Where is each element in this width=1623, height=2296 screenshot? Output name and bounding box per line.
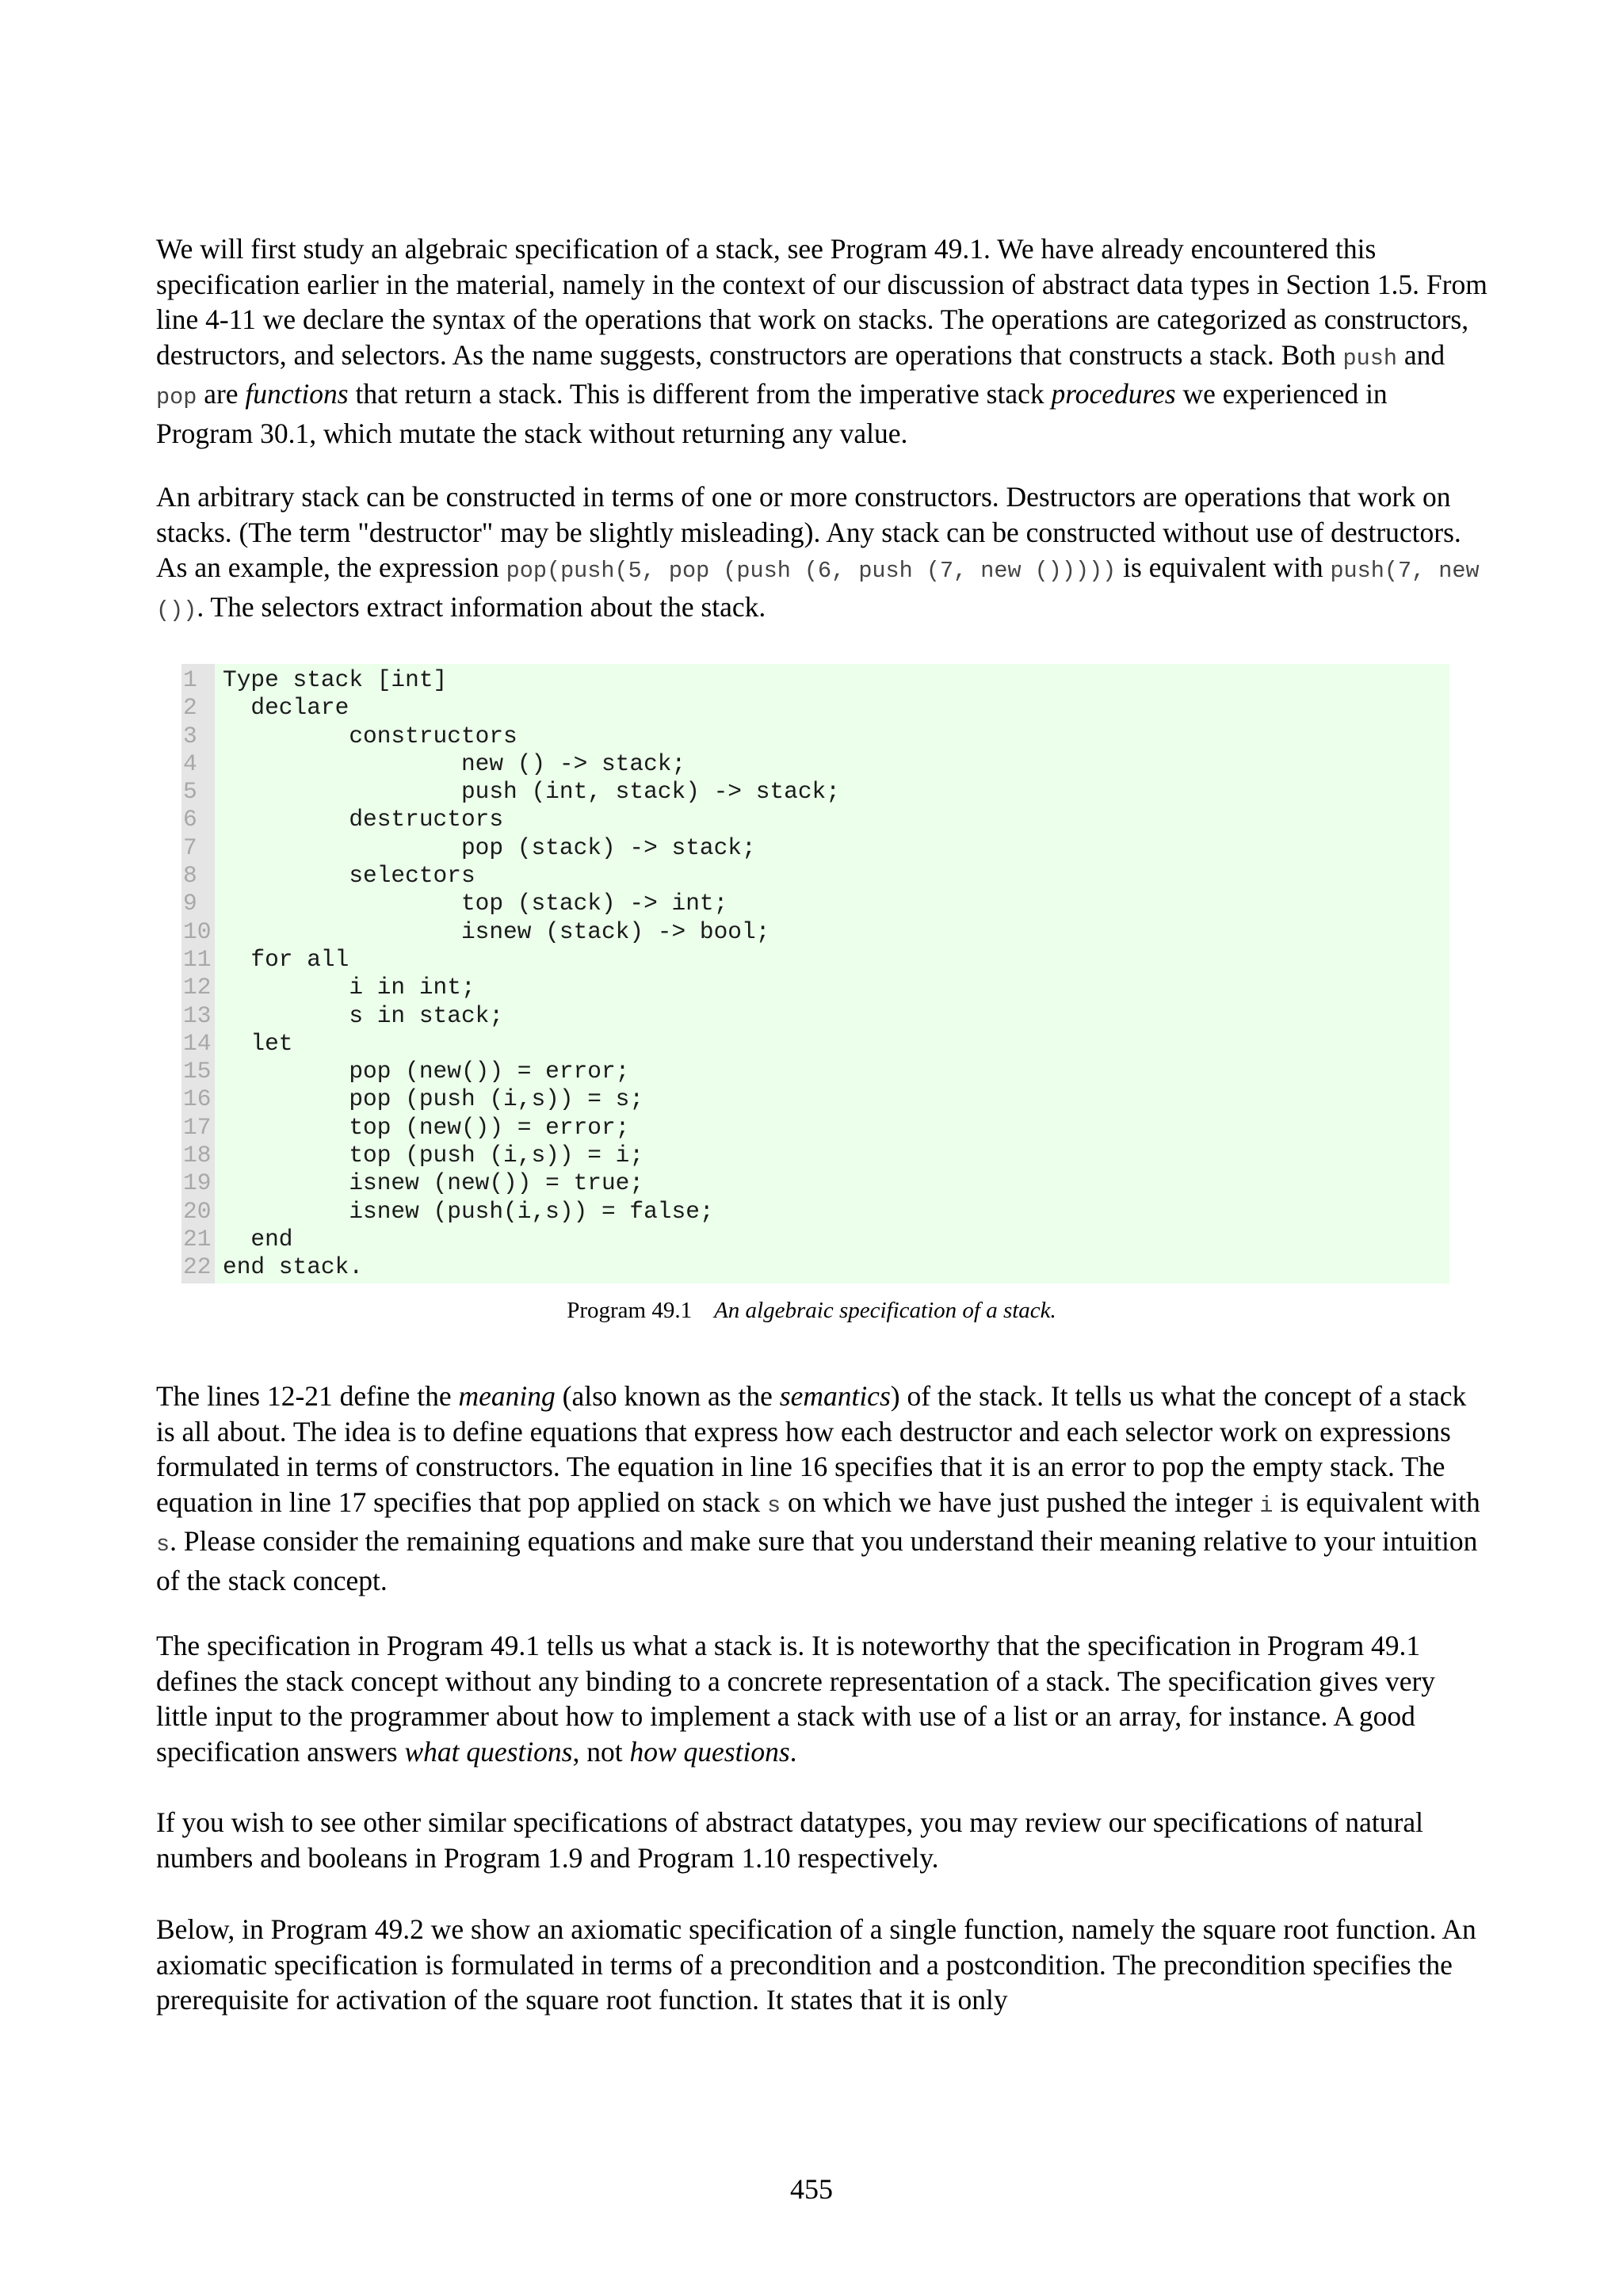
line-number: 10	[183, 917, 212, 945]
line-number: 18	[183, 1142, 212, 1169]
code-line: pop (stack) -> stack;	[223, 833, 756, 861]
line-number: 3	[183, 722, 197, 749]
line-number: 8	[183, 862, 197, 890]
line-number: 2	[183, 694, 197, 722]
line-number: 19	[183, 1169, 212, 1197]
line-number: 17	[183, 1113, 212, 1141]
line-number: 21	[183, 1225, 212, 1253]
paragraph-axiomatic-spec: Below, in Program 49.2 we show an axiomatic specification of a single function, namely the square root function. An axiomatic specification is formulated in terms of a precondition and a postcondition. The precondition specifies the prerequisite for activation of the square root function. It states that it is only	[156, 1913, 1476, 2016]
line-number: 9	[183, 890, 197, 917]
caption-label: Program 49.1	[567, 1298, 693, 1323]
paragraph-stack-spec-intro: We will first study an algebraic specification of a stack, see Program 49.1. We have already encountered this specification earlier in the material, namely in the context of our discussion of abstract data types in Section 1.5. From line 4-11 we declare the syntax of the operations that work on stacks. The operations are categorized as constructors, destructors, and selectors. As the name suggests, constructors are operations that constructs a stack. Both push and pop are functions that return a stack. This is different from the imperative stack procedures we experienced in Program 30.1, which mutate the stack without returning any value.	[156, 233, 1487, 449]
code-line: top (new()) = error;	[223, 1113, 630, 1141]
paragraph-other-specs: If you wish to see other similar specifications of abstract datatypes, you may review our specifications of natural numbers and booleans in Program 1.9 and Program 1.10 respectively.	[156, 1806, 1423, 1874]
line-number-gutter	[181, 664, 215, 1283]
code-line: selectors	[223, 862, 475, 890]
code-line: for all	[223, 945, 349, 973]
line-number: 4	[183, 749, 197, 777]
line-number: 11	[183, 945, 212, 973]
program-49-1-code-block	[181, 664, 1449, 1283]
line-number: 14	[183, 1029, 212, 1057]
line-number: 16	[183, 1085, 212, 1113]
code-line: let	[223, 1029, 293, 1057]
line-number: 5	[183, 778, 197, 806]
line-number: 7	[183, 833, 197, 861]
paragraph-semantics: The lines 12-21 define the meaning (also known as the semantics) of the stack. It tells us what the concept of a stack is all about. The idea is to define equations that express how each destructor and each selector work on expressions formulated in terms of constructors. The equation in line 16 specifies that it is an error to pop the empty stack. The equation in line 17 specifies that pop applied on stack s on which we have just pushed the integer i is equivalent with s. Please consider the remaining equations and make sure that you understand their meaning relative to your intuition of the stack concept.	[156, 1380, 1480, 1596]
inline-code-pop: pop	[156, 384, 197, 410]
code-line: isnew (push(i,s)) = false;	[223, 1197, 714, 1225]
page-number: 455	[790, 2173, 833, 2205]
line-number: 15	[183, 1058, 212, 1085]
code-line: isnew (stack) -> bool;	[223, 917, 770, 945]
code-line: Type stack [int]	[223, 666, 448, 693]
line-number: 13	[183, 1001, 212, 1029]
code-line: top (push (i,s)) = i;	[223, 1142, 644, 1169]
inline-code-push: push	[1342, 345, 1397, 372]
code-line: pop (new()) = error;	[223, 1058, 630, 1085]
line-number: 12	[183, 974, 212, 1001]
code-line: push (int, stack) -> stack;	[223, 778, 840, 806]
line-number: 20	[183, 1197, 212, 1225]
code-line: end stack.	[223, 1253, 364, 1281]
code-line: isnew (new()) = true;	[223, 1169, 644, 1197]
code-line: i in int;	[223, 974, 475, 1001]
code-line: end	[223, 1225, 293, 1253]
line-number: 1	[183, 666, 197, 693]
inline-code-expression: pop(push(5, pop (push (6, push (7, new ()))))	[506, 558, 1117, 584]
code-line: new () -> stack;	[223, 749, 686, 777]
paragraph-what-questions: The specification in Program 49.1 tells us what a stack is. It is noteworthy that the specification in Program 49.1 defines the stack concept without any binding to a concrete representation of a stack. The specification gives very little input to the programmer about how to implement a stack with use of a list or an array, for instance. A good specification answers what questions, not how questions.	[156, 1630, 1436, 1768]
code-line: declare	[223, 694, 349, 722]
code-lines	[223, 666, 840, 1282]
paragraph-constructors-destructors: An arbitrary stack can be constructed in terms of one or more constructors. Destructors are operations that work on stacks. (The term "destructor" may be slightly misleading). Any stack can be constructed without use of destructors. As an example, the expression pop(push(5, pop (push (6, push (7, new ())))) is equivalent with push(7, new ()). The selectors extract information about the stack.	[156, 481, 1480, 624]
line-number: 22	[183, 1253, 212, 1281]
program-caption	[0, 1296, 1623, 1325]
inline-code-equivalent: push(7, new ())	[156, 558, 1480, 624]
line-number: 6	[183, 806, 197, 833]
code-line: constructors	[223, 722, 517, 749]
code-line: destructors	[223, 806, 504, 833]
code-line: top (stack) -> int;	[223, 890, 728, 917]
caption-text: An algebraic specification of a stack.	[714, 1298, 1056, 1323]
code-line: s in stack;	[223, 1001, 504, 1029]
code-line: pop (push (i,s)) = s;	[223, 1085, 644, 1113]
